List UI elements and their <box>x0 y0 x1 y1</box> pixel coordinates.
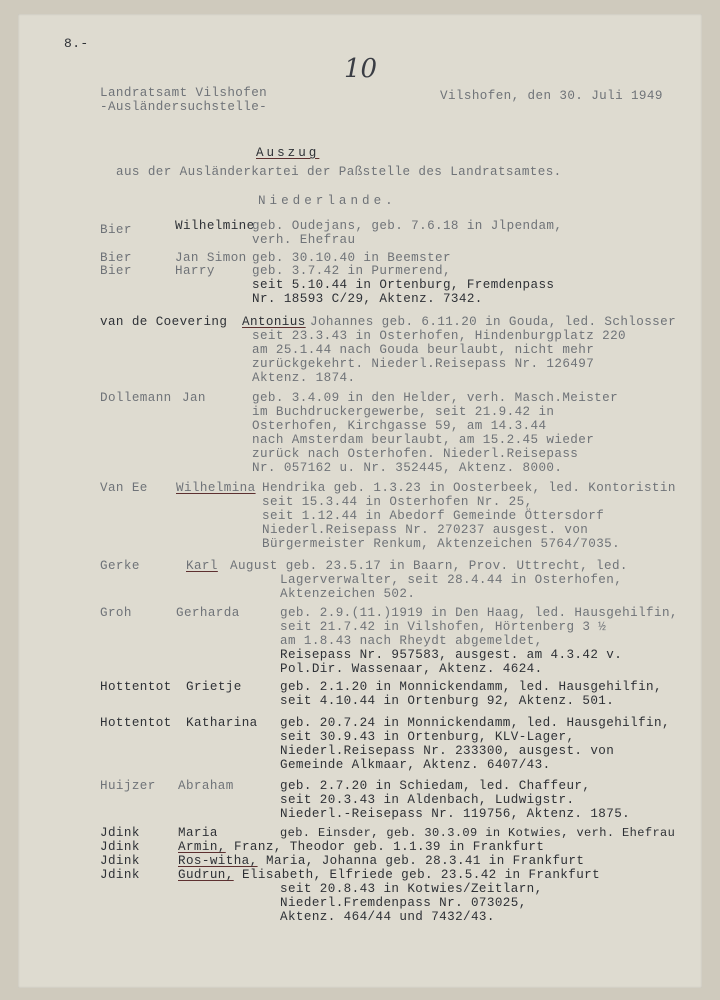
entry-line: seit 23.3.43 in Osterhofen, Hindenburgplatz 220 <box>252 329 627 343</box>
entry-surname: Jdink <box>100 826 140 840</box>
entry-surname: Groh <box>100 606 132 620</box>
entry-given-name: Jan Simon <box>175 251 247 265</box>
entry-given-name: Abraham <box>178 779 234 793</box>
entry-line: Lagerverwalter, seit 28.4.44 in Osterhofen, <box>280 573 623 587</box>
entry-surname: Hottentot <box>100 680 172 694</box>
document-heading: Auszug <box>256 146 320 160</box>
entry-line: Niederl.-Reisepass Nr. 119756, Aktenz. 1875. <box>280 807 631 821</box>
entry-line: Pol.Dir. Wassenaar, Aktenz. 4624. <box>280 662 543 676</box>
entry-given-name: Maria <box>178 826 218 840</box>
corner-mark: 8.- <box>64 36 89 51</box>
entry-line: Nr. 057162 u. Nr. 352445, Aktenz. 8000. <box>252 461 563 475</box>
entry-line: geb. 2.9.(11.)1919 in Den Haag, led. Hausgehilfin, <box>280 606 678 620</box>
entry-line: Aktenz. 464/44 und 7432/43. <box>280 910 495 924</box>
entry-line: August geb. 23.5.17 in Baarn, Prov. Uttrecht, led. <box>230 559 628 573</box>
entry-line: seit 20.3.43 in Aldenbach, Ludwigstr. <box>280 793 575 807</box>
entry-given-name: Antonius <box>242 315 306 329</box>
entry-line: Niederl.Reisepass Nr. 233300, ausgest. von <box>280 744 615 758</box>
entry-surname: Jdink <box>100 868 140 882</box>
entry-surname: Huijzer <box>100 779 156 793</box>
document-subtitle: aus der Ausländerkartei der Paßstelle des Landratsamtes. <box>116 165 562 179</box>
entry-line: Hendrika geb. 1.3.23 in Oosterbeek, led. Kontoristin <box>262 481 676 495</box>
entry-line: geb. 3.4.09 in den Helder, verh. Masch.Meister <box>252 391 619 405</box>
place-date: Vilshofen, den 30. Juli 1949 <box>440 89 663 103</box>
country-heading: Niederlande. <box>258 194 397 208</box>
entry-line: seit 20.8.43 in Kotwies/Zeitlarn, <box>280 882 543 896</box>
entry-line: Aktenz. 1874. <box>252 371 356 385</box>
entry-line: zurückgekehrt. Niederl.Reisepass Nr. 126497 <box>252 357 595 371</box>
entry-line: Reisepass Nr. 957583, ausgest. am 4.3.42 v. <box>280 648 623 662</box>
entry-line: geb. 2.1.20 in Monnickendamm, led. Hausgehilfin, <box>280 680 662 694</box>
entry-surname: van de Coevering <box>100 315 228 329</box>
entry-line: seit 15.3.44 in Osterhofen Nr. 25, <box>262 495 533 509</box>
office-name: Landratsamt Vilshofen <box>100 86 268 100</box>
entry-line: geb. 2.7.20 in Schiedam, led. Chaffeur, <box>280 779 591 793</box>
entry-line: Aktenzeichen 502. <box>280 587 416 601</box>
entry-line: Niederl.Reisepass Nr. 270237 ausgest. von <box>262 523 589 537</box>
entry-surname: Dollemann <box>100 391 172 405</box>
entry-line: nach Amsterdam beurlaubt, am 15.2.45 wieder <box>252 433 595 447</box>
entry-line: geb. Einsder, geb. 30.3.09 in Kotwies, verh. Ehefrau <box>280 826 676 840</box>
entry-surname: Hottentot <box>100 716 172 730</box>
entry-line: Maria, Johanna geb. 28.3.41 in Frankfurt <box>266 854 585 868</box>
entry-surname: Jdink <box>100 840 140 854</box>
entry-line: seit 21.7.42 in Vilshofen, Hörtenberg 3 ½ <box>280 620 607 634</box>
entry-line: Gemeinde Alkmaar, Aktenz. 6407/43. <box>280 758 551 772</box>
entry-line: Franz, Theodor geb. 1.1.39 in Frankfurt <box>234 840 545 854</box>
entry-line: zurück nach Osterhofen. Niederl.Reisepass <box>252 447 579 461</box>
entry-line: am 1.8.43 nach Rheydt abgemeldet, <box>280 634 543 648</box>
department-name: -Ausländersuchstelle- <box>100 100 268 114</box>
entry-surname: Bier <box>100 223 132 237</box>
entry-given-name: Grietje <box>186 680 242 694</box>
entry-line: Johannes geb. 6.11.20 in Gouda, led. Schlosser <box>310 315 677 329</box>
document-page <box>18 14 702 988</box>
entry-line: verh. Ehefrau <box>252 233 356 247</box>
entry-line: Niederl.Fremdenpass Nr. 073025, <box>280 896 527 910</box>
entry-line: am 25.1.44 nach Gouda beurlaubt, nicht mehr <box>252 343 595 357</box>
entry-given-name: Ros-witha, <box>178 854 258 868</box>
entry-line: geb. 3.7.42 in Purmerend, <box>252 264 451 278</box>
entry-surname: Van Ee <box>100 481 148 495</box>
entry-line: geb. 30.10.40 in Beemster <box>252 251 451 265</box>
entry-line: seit 4.10.44 in Ortenburg 92, Aktenz. 501. <box>280 694 615 708</box>
entry-given-name: Wilhelmina <box>176 481 256 495</box>
entry-given-name: Katharina <box>186 716 258 730</box>
entry-given-name: Jan <box>182 391 206 405</box>
entry-line: geb. 20.7.24 in Monnickendamm, led. Hausgehilfin, <box>280 716 670 730</box>
entry-line: im Buchdruckergewerbe, seit 21.9.42 in <box>252 405 555 419</box>
entry-line: Nr. 18593 C/29, Aktenz. 7342. <box>252 292 483 306</box>
entry-given-name: Gudrun, <box>178 868 234 882</box>
entry-given-name: Harry <box>175 264 215 278</box>
entry-line: Bürgermeister Renkum, Aktenzeichen 5764/7035. <box>262 537 621 551</box>
entry-given-name: Gerharda <box>176 606 240 620</box>
entry-given-name: Karl <box>186 559 218 573</box>
entry-line: geb. Oudejans, geb. 7.6.18 in Jlpendam, <box>252 219 563 233</box>
entry-line: Elisabeth, Elfriede geb. 23.5.42 in Frankfurt <box>242 868 601 882</box>
entry-line: seit 5.10.44 in Ortenburg, Fremdenpass <box>252 278 555 292</box>
entry-surname: Jdink <box>100 854 140 868</box>
entry-given-name: Wilhelmine <box>175 219 255 233</box>
entry-surname: Bier <box>100 264 132 278</box>
entry-surname: Bier <box>100 251 132 265</box>
entry-given-name: Armin, <box>178 840 226 854</box>
entry-line: seit 30.9.43 in Ortenburg, KLV-Lager, <box>280 730 575 744</box>
entry-line: Osterhofen, Kirchgasse 59, am 14.3.44 <box>252 419 547 433</box>
entry-surname: Gerke <box>100 559 140 573</box>
page-number: 10 <box>344 54 378 84</box>
entry-line: seit 1.12.44 in Abedorf Gemeinde Öttersdorf <box>262 509 605 523</box>
